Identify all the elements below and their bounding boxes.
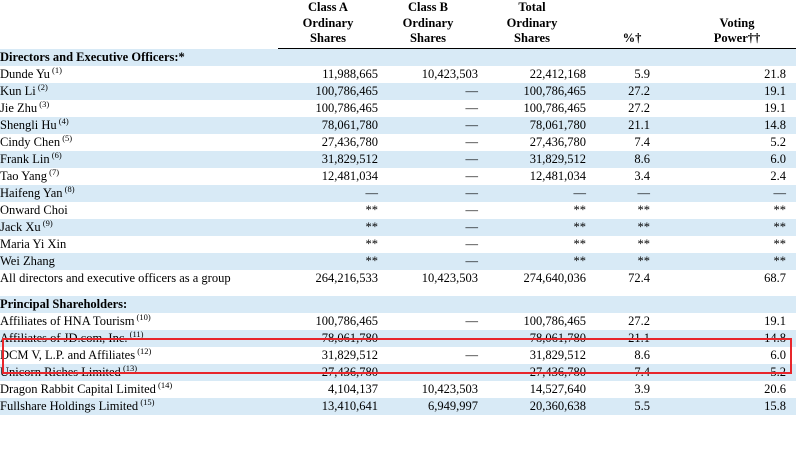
table-row xyxy=(0,117,796,134)
class-a-cell: 78,061,780 xyxy=(278,117,378,134)
voting-power-cell: 68.7 xyxy=(678,270,796,287)
voting-power-cell: 5.2 xyxy=(678,134,796,151)
section-spacer xyxy=(0,287,796,296)
total-shares-cell: 27,436,780 xyxy=(478,134,586,151)
holder-name-cell: DCM V, L.P. and Affiliates $^{(12)}$ xyxy=(0,347,278,364)
column-header-class-b-line3: Shares xyxy=(378,31,478,49)
holder-name-cell: Dragon Rabbit Capital Limited $^{(14)}$ xyxy=(0,381,278,398)
table-row xyxy=(0,202,796,219)
section-title: Principal Shareholders: xyxy=(0,296,796,313)
total-shares-cell: 100,786,465 xyxy=(478,100,586,117)
holder-name-cell: Cindy Chen $^{(5)}$ xyxy=(0,134,278,151)
table-row xyxy=(0,100,796,117)
total-shares-cell: 31,829,512 xyxy=(478,347,586,364)
holder-name-cell: Frank Lin $^{(6)}$ xyxy=(0,151,278,168)
total-shares-cell: 14,527,640 xyxy=(478,381,586,398)
percent-cell: — xyxy=(586,185,678,202)
percent-cell: ** xyxy=(586,236,678,253)
holder-name-cell: Jack Xu $^{(9)}$ xyxy=(0,219,278,236)
percent-cell: 8.6 xyxy=(586,151,678,168)
percent-cell: 8.6 xyxy=(586,347,678,364)
table-row xyxy=(0,253,796,270)
column-header-voting-line3: Power†† xyxy=(678,31,796,49)
class-a-cell: 100,786,465 xyxy=(278,100,378,117)
class-a-cell: ** xyxy=(278,202,378,219)
total-shares-cell: 12,481,034 xyxy=(478,168,586,185)
table-row xyxy=(0,185,796,202)
footnote-marker: (3) xyxy=(37,98,50,109)
column-header-total-line2: Ordinary xyxy=(506,15,558,30)
voting-power-cell: ** xyxy=(678,253,796,270)
table-row xyxy=(0,236,796,253)
holder-name-cell: Wei Zhang xyxy=(0,253,278,270)
class-a-cell: 31,829,512 xyxy=(278,347,378,364)
footnote-marker: (6) xyxy=(49,149,62,160)
column-header-percent-line3: %† xyxy=(586,31,678,49)
voting-power-cell: ** xyxy=(678,202,796,219)
holder-name-cell: Unicorn Riches Limited $^{(13)}$ xyxy=(0,364,278,381)
section-header-row xyxy=(0,49,796,66)
footnote-marker: (10) xyxy=(134,311,151,322)
column-header-class-a-line2: Ordinary xyxy=(302,15,354,30)
class-a-cell: ** xyxy=(278,219,378,236)
table-row xyxy=(0,364,796,381)
total-shares-cell: ** xyxy=(478,202,586,219)
class-b-cell: — xyxy=(378,364,478,381)
class-b-cell: — xyxy=(378,168,478,185)
voting-power-cell: 2.4 xyxy=(678,168,796,185)
class-b-cell: — xyxy=(378,134,478,151)
total-shares-cell: 20,360,638 xyxy=(478,398,586,415)
class-a-cell: 27,436,780 xyxy=(278,134,378,151)
column-header-class-b-line1: Class B xyxy=(408,0,448,14)
voting-power-cell: ** xyxy=(678,219,796,236)
column-header-total-line1: Total xyxy=(518,0,546,14)
table-row xyxy=(0,270,796,287)
footnote-marker: (1) xyxy=(49,64,62,75)
class-b-cell: 6,949,997 xyxy=(378,398,478,415)
class-b-cell: — xyxy=(378,100,478,117)
column-header-percent xyxy=(586,0,678,49)
column-header-class-b-line2: Ordinary xyxy=(402,15,454,30)
total-shares-cell: ** xyxy=(478,219,586,236)
percent-cell: 5.5 xyxy=(586,398,678,415)
class-a-cell: 4,104,137 xyxy=(278,381,378,398)
class-a-cell: 27,436,780 xyxy=(278,364,378,381)
table-row xyxy=(0,313,796,330)
class-a-cell: 264,216,533 xyxy=(278,270,378,287)
footnote-marker: (12) xyxy=(135,345,152,356)
voting-power-cell: — xyxy=(678,185,796,202)
column-header-total-line3: Shares xyxy=(478,31,586,49)
total-shares-cell: ** xyxy=(478,236,586,253)
class-b-cell: — xyxy=(378,313,478,330)
table-row xyxy=(0,83,796,100)
total-shares-cell: ** xyxy=(478,253,586,270)
percent-cell: ** xyxy=(586,202,678,219)
column-header-voting-line2: Voting xyxy=(719,15,755,30)
percent-cell: 7.4 xyxy=(586,364,678,381)
voting-power-cell: 19.1 xyxy=(678,313,796,330)
footnote-marker: (4) xyxy=(56,115,69,126)
voting-power-cell: 6.0 xyxy=(678,347,796,364)
footnote-marker: (9) xyxy=(40,217,53,228)
column-header-class-b xyxy=(378,0,478,49)
spacer-cell xyxy=(0,287,796,296)
class-b-cell: — xyxy=(378,117,478,134)
holder-name-cell: Kun Li $^{(2)}$ xyxy=(0,83,278,100)
table-row xyxy=(0,168,796,185)
class-b-cell: — xyxy=(378,236,478,253)
total-shares-cell: — xyxy=(478,185,586,202)
footnote-marker: (8) xyxy=(62,183,75,194)
table-header xyxy=(0,0,796,49)
percent-cell: 3.4 xyxy=(586,168,678,185)
table-row xyxy=(0,330,796,347)
class-b-cell: 10,423,503 xyxy=(378,381,478,398)
voting-power-cell: 5.2 xyxy=(678,364,796,381)
class-b-cell: — xyxy=(378,253,478,270)
class-a-cell: 11,988,665 xyxy=(278,66,378,83)
footnote-marker: (11) xyxy=(127,328,144,339)
holder-name-cell: Maria Yi Xin xyxy=(0,236,278,253)
class-b-cell: — xyxy=(378,151,478,168)
footnote-marker: (15) xyxy=(138,396,155,407)
holder-name-cell: Shengli Hu $^{(4)}$ xyxy=(0,117,278,134)
percent-cell: ** xyxy=(586,253,678,270)
total-shares-cell: 27,436,780 xyxy=(478,364,586,381)
column-header-class-a xyxy=(278,0,378,49)
section-title: Directors and Executive Officers:* xyxy=(0,49,796,66)
column-header-total xyxy=(478,0,586,49)
class-a-cell: ** xyxy=(278,236,378,253)
table-row xyxy=(0,347,796,364)
class-a-cell: ** xyxy=(278,253,378,270)
table-row xyxy=(0,134,796,151)
total-shares-cell: 100,786,465 xyxy=(478,313,586,330)
footnote-marker: (7) xyxy=(47,166,60,177)
class-a-cell: — xyxy=(278,185,378,202)
column-header-class-a-line1: Class A xyxy=(308,0,348,14)
footnote-marker: (13) xyxy=(120,362,138,373)
voting-power-cell: 21.8 xyxy=(678,66,796,83)
voting-power-cell: 15.8 xyxy=(678,398,796,415)
class-b-cell: 10,423,503 xyxy=(378,66,478,83)
percent-cell: 21.1 xyxy=(586,330,678,347)
class-b-cell: — xyxy=(378,330,478,347)
percent-cell: ** xyxy=(586,219,678,236)
holder-name-cell: Tao Yang $^{(7)}$ xyxy=(0,168,278,185)
total-shares-cell: 78,061,780 xyxy=(478,117,586,134)
percent-cell: 27.2 xyxy=(586,313,678,330)
class-b-cell: — xyxy=(378,347,478,364)
footnote-marker: (14) xyxy=(155,379,173,390)
header-row xyxy=(0,0,796,49)
footnote-marker: (2) xyxy=(35,81,48,92)
total-shares-cell: 100,786,465 xyxy=(478,83,586,100)
holder-name-cell: Jie Zhu $^{(3)}$ xyxy=(0,100,278,117)
class-a-cell: 12,481,034 xyxy=(278,168,378,185)
class-b-cell: — xyxy=(378,219,478,236)
voting-power-cell: 6.0 xyxy=(678,151,796,168)
voting-power-cell: 20.6 xyxy=(678,381,796,398)
table-row xyxy=(0,151,796,168)
footnote-marker: (5) xyxy=(60,132,73,143)
percent-cell: 21.1 xyxy=(586,117,678,134)
class-b-cell: 10,423,503 xyxy=(378,270,478,287)
percent-cell: 3.9 xyxy=(586,381,678,398)
holder-name-cell: Affiliates of JD.com, Inc. $^{(11)}$ xyxy=(0,330,278,347)
class-b-cell: — xyxy=(378,83,478,100)
total-shares-cell: 78,061,780 xyxy=(478,330,586,347)
class-a-cell: 100,786,465 xyxy=(278,83,378,100)
voting-power-cell: 19.1 xyxy=(678,83,796,100)
voting-power-cell: 14.8 xyxy=(678,117,796,134)
percent-cell: 5.9 xyxy=(586,66,678,83)
percent-cell: 27.2 xyxy=(586,83,678,100)
class-a-cell: 31,829,512 xyxy=(278,151,378,168)
section-header-row xyxy=(0,296,796,313)
holder-name-cell: All directors and executive officers as a group xyxy=(0,270,278,287)
column-header-class-a-line3: Shares xyxy=(278,31,378,49)
class-a-cell: 78,061,780 xyxy=(278,330,378,347)
class-b-cell: — xyxy=(378,202,478,219)
total-shares-cell: 22,412,168 xyxy=(478,66,586,83)
percent-cell: 72.4 xyxy=(586,270,678,287)
holder-name-cell: Affiliates of HNA Tourism $^{(10)}$ xyxy=(0,313,278,330)
column-header-name xyxy=(0,0,278,49)
voting-power-cell: ** xyxy=(678,236,796,253)
total-shares-cell: 274,640,036 xyxy=(478,270,586,287)
class-a-cell: 13,410,641 xyxy=(278,398,378,415)
percent-cell: 7.4 xyxy=(586,134,678,151)
class-b-cell: — xyxy=(378,185,478,202)
table-body xyxy=(0,49,796,415)
column-header-voting-power xyxy=(678,0,796,49)
table-row xyxy=(0,219,796,236)
class-a-cell: 100,786,465 xyxy=(278,313,378,330)
table-row xyxy=(0,398,796,415)
holder-name-cell: Onward Choi xyxy=(0,202,278,219)
table-row xyxy=(0,381,796,398)
total-shares-cell: 31,829,512 xyxy=(478,151,586,168)
holder-name-cell: Dunde Yu $^{(1)}$ xyxy=(0,66,278,83)
holder-name-cell: Fullshare Holdings Limited $^{(15)}$ xyxy=(0,398,278,415)
voting-power-cell: 14.8 xyxy=(678,330,796,347)
table-row xyxy=(0,66,796,83)
holder-name-cell: Haifeng Yan $^{(8)}$ xyxy=(0,185,278,202)
voting-power-cell: 19.1 xyxy=(678,100,796,117)
percent-cell: 27.2 xyxy=(586,100,678,117)
